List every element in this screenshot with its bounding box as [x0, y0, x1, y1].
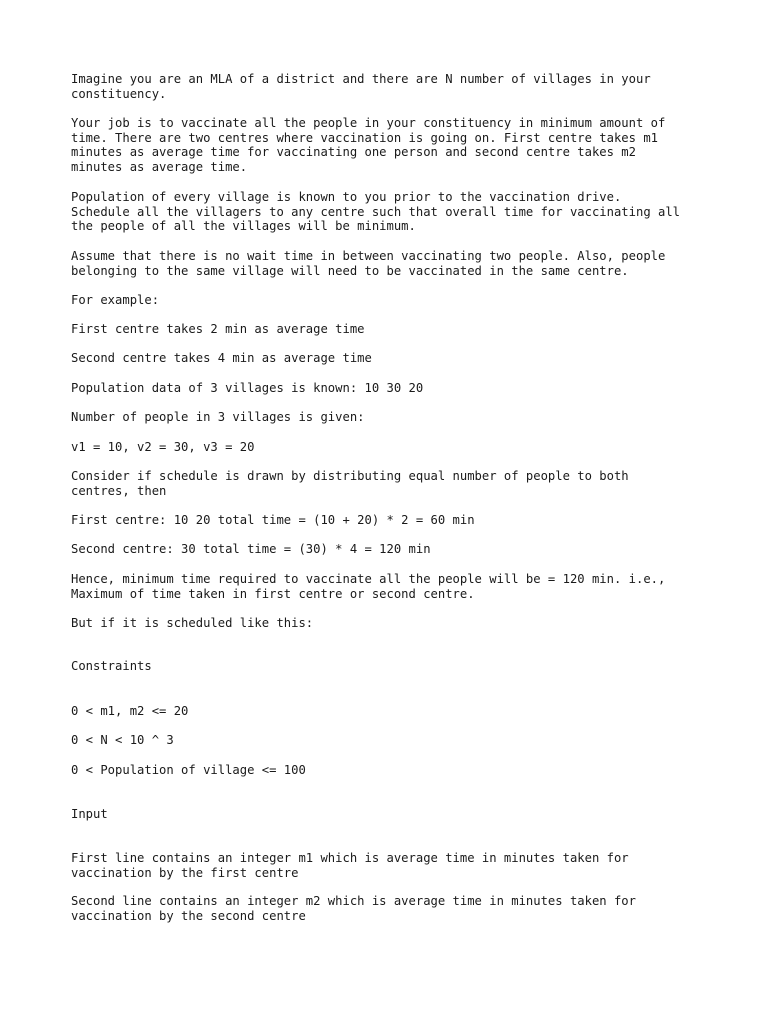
input-line-one: First line contains an integer m1 which is average time in minutes taken for vaccination by the first centre [71, 851, 629, 880]
assumption-paragraph: Assume that there is no wait time in between vaccinating two people. Also, people belonging to the same village will need to be vaccinated in the same centre. [71, 249, 666, 278]
population-paragraph: Population of every village is known to you prior to the vaccination drive. Schedule all the villagers to any centre such that overall time for vaccinating all the people of all the villages will be minimum. [71, 190, 681, 234]
task-paragraph: Your job is to vaccinate all the people in your constituency in minimum amount of time. There are two centres where vaccination is going on. First centre takes m1 minutes as average time for vaccinating one person and second centre takes m2 minutes as average time. [71, 116, 666, 174]
example-second-total: Second centre: 30 total time = (30) * 4 = 120 min [71, 542, 431, 556]
example-heading: For example: [71, 293, 160, 307]
example-first-centre: First centre takes 2 min as average time [71, 322, 365, 336]
example-conclusion: Hence, minimum time required to vaccinate all the people will be = 120 min. i.e., Maximum of time taken in first centre or second centre. [71, 572, 666, 601]
input-heading: Input [71, 807, 108, 821]
example-second-centre: Second centre takes 4 min as average time [71, 351, 372, 365]
intro-paragraph: Imagine you are an MLA of a district and there are N number of villages in your constituency. [71, 72, 651, 101]
input-line-two: Second line contains an integer m2 which is average time in minutes taken for vaccination by the second centre [71, 894, 636, 923]
example-equal-schedule: Consider if schedule is drawn by distributing equal number of people to both centres, then [71, 469, 629, 498]
example-first-total: First centre: 10 20 total time = (10 + 20) * 2 = 60 min [71, 513, 475, 527]
example-villages: v1 = 10, v2 = 30, v3 = 20 [71, 440, 255, 454]
example-alternative: But if it is scheduled like this: [71, 616, 314, 630]
constraint-n: 0 < N < 10 ^ 3 [71, 733, 174, 747]
constraints-heading: Constraints [71, 659, 152, 673]
example-population-data: Population data of 3 villages is known: 10 30 20 [71, 381, 424, 395]
constraint-population: 0 < Population of village <= 100 [71, 763, 306, 777]
constraint-m1-m2: 0 < m1, m2 <= 20 [71, 704, 189, 718]
example-people-count: Number of people in 3 villages is given: [71, 410, 365, 424]
